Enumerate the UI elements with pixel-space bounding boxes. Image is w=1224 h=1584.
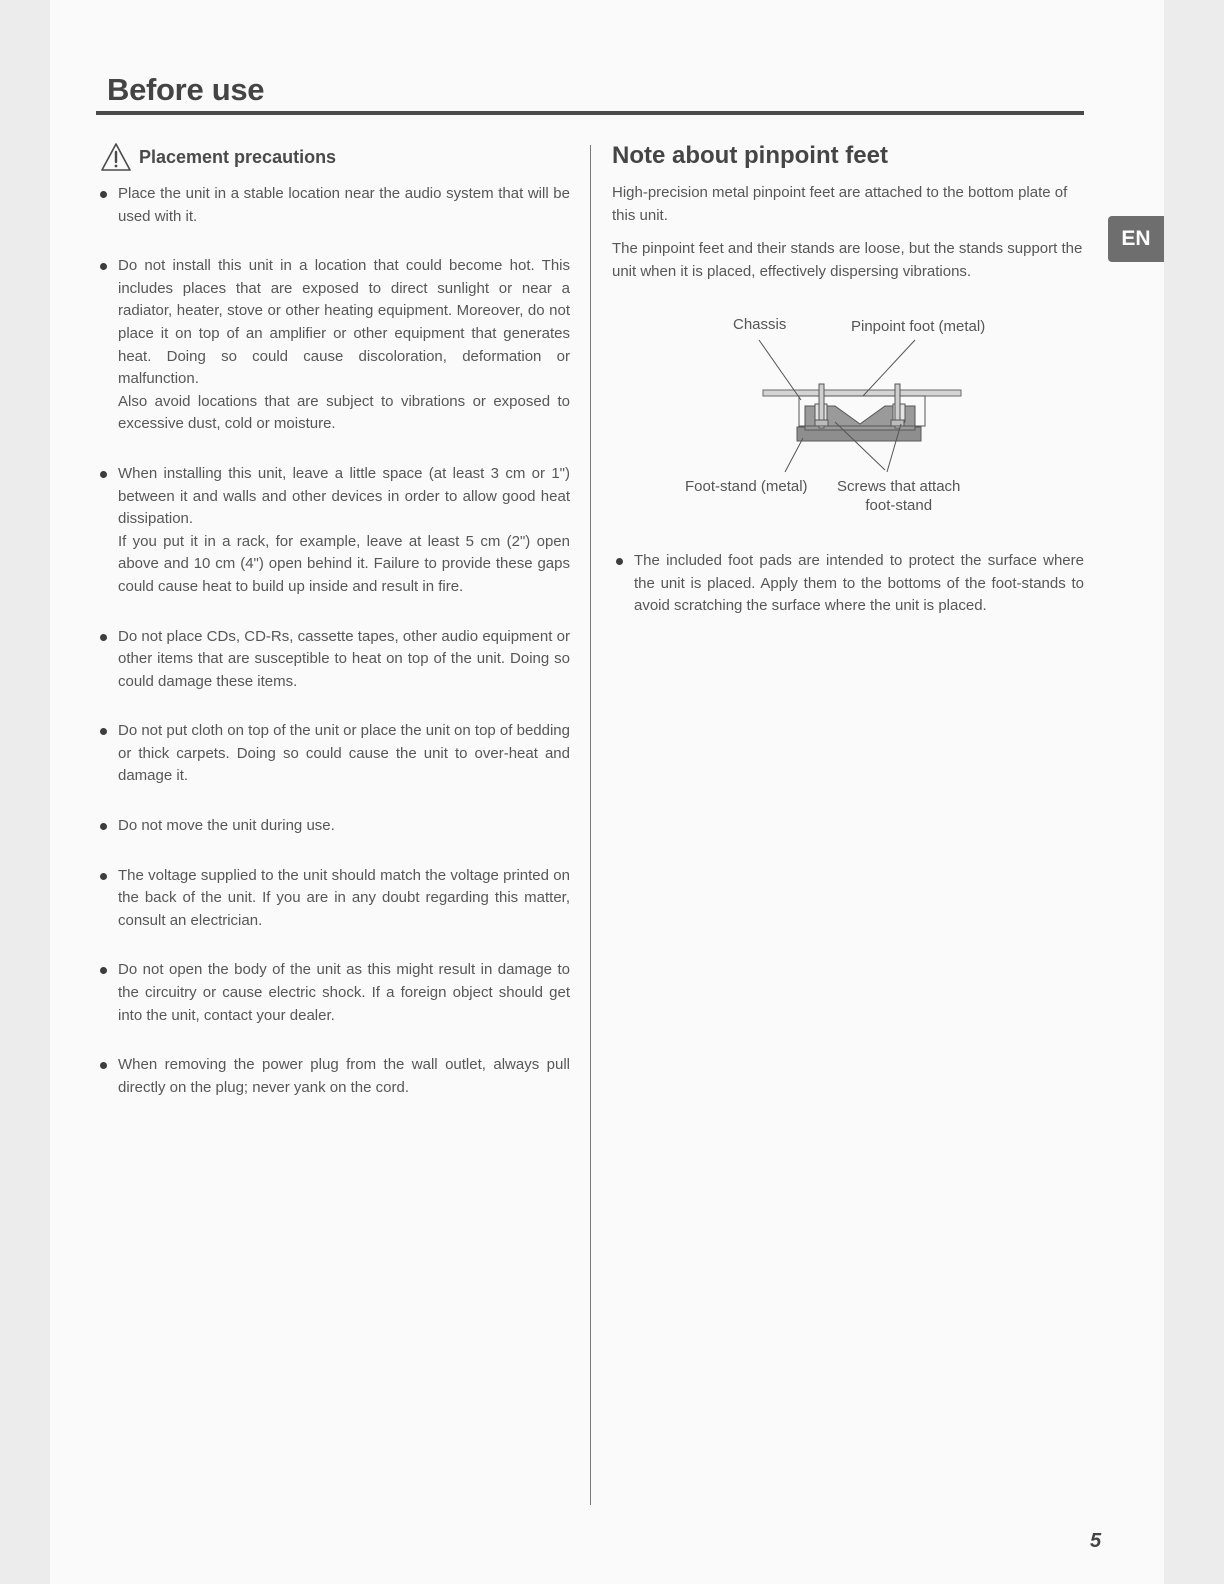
precaution-item: Do not place CDs, CD-Rs, cassette tapes, other audio equipment or other items that are susceptible to heat on top of the unit. Doing so could damage these items. (100, 626, 570, 694)
precaution-item: Place the unit in a stable location near the audio system that will be used with it. (100, 183, 570, 228)
intro-paragraph: High-precision metal pinpoint feet are attached to the bottom plate of this unit. (612, 184, 1068, 224)
precautions-list (100, 183, 570, 1099)
chassis-label: Chassis (733, 316, 787, 333)
precaution-item: The voltage supplied to the unit should match the voltage printed on the back of the unit. If you are in any doubt regarding this matter, consult an electrician. (100, 865, 570, 933)
placement-precautions-section (100, 140, 570, 1126)
screws-label-line1: Screws that attach (837, 478, 961, 495)
pinpoint-feet-section (612, 140, 1084, 294)
pinpoint-feet-heading: Note about pinpoint feet (612, 142, 888, 169)
precaution-item: Do not move the unit during use. (100, 815, 570, 838)
foot-pad-item: The included foot pads are intended to protect the surface where the unit is placed. Apply them to the bottoms of the foot-stands to avoid scratching the surface where the unit is placed. (616, 550, 1084, 618)
foot-pad-list (616, 550, 1084, 618)
precaution-item: Do not install this unit in a location that could become hot. This includes places that are exposed to direct sunlight or near a radiator, heater, stove or other heating equipment. Moreover, do not place it on top of an amplifier or other equipment that generates heat. Doing so could cause discoloration, deformation or malfunction. Also avoid locations that are subject to vibrations or exposed to excessive dust, cold or moisture. (100, 255, 570, 436)
page-number: 5 (1090, 1530, 1102, 1552)
foot-stand-label: Foot-stand (metal) (685, 478, 808, 495)
pinpoint-foot-label: Pinpoint foot (metal) (851, 318, 986, 335)
language-tab: EN (1108, 216, 1164, 262)
precaution-item: When installing this unit, leave a little space (at least 3 cm or 1") between it and walls and other devices in order to allow good heat dissipation. If you put it in a rack, for example, leave at least 5 cm (2") open above and 10 cm (4") open behind it. Failure to provide these gaps could cause heat to build up inside and result in fire. (100, 463, 570, 599)
warning-triangle-icon (100, 142, 132, 172)
title-rule (96, 111, 1084, 115)
section-heading-text: Placement precautions (139, 146, 337, 167)
precaution-item: When removing the power plug from the wall outlet, always pull directly on the plug; never yank on the cord. (100, 1054, 570, 1099)
placement-precautions-heading (100, 140, 570, 174)
stands-paragraph: The pinpoint feet and their stands are loose, but the stands support the unit when it is placed, effectively dispersing vibrations. (612, 240, 1083, 280)
pinpoint-foot-diagram (675, 308, 1005, 523)
screws-label (837, 477, 960, 515)
column-divider (590, 145, 591, 1505)
screws-label-line2: foot-stand (865, 497, 933, 514)
precaution-item: Do not open the body of the unit as this might result in damage to the circuitry or cause electric shock. If a foreign object should get into the unit, contact your dealer. (100, 959, 570, 1027)
page-title: Before use (107, 72, 265, 107)
precaution-item: Do not put cloth on top of the unit or place the unit on top of bedding or thick carpets. Doing so could cause the unit to over-heat and damage it. (100, 720, 570, 788)
